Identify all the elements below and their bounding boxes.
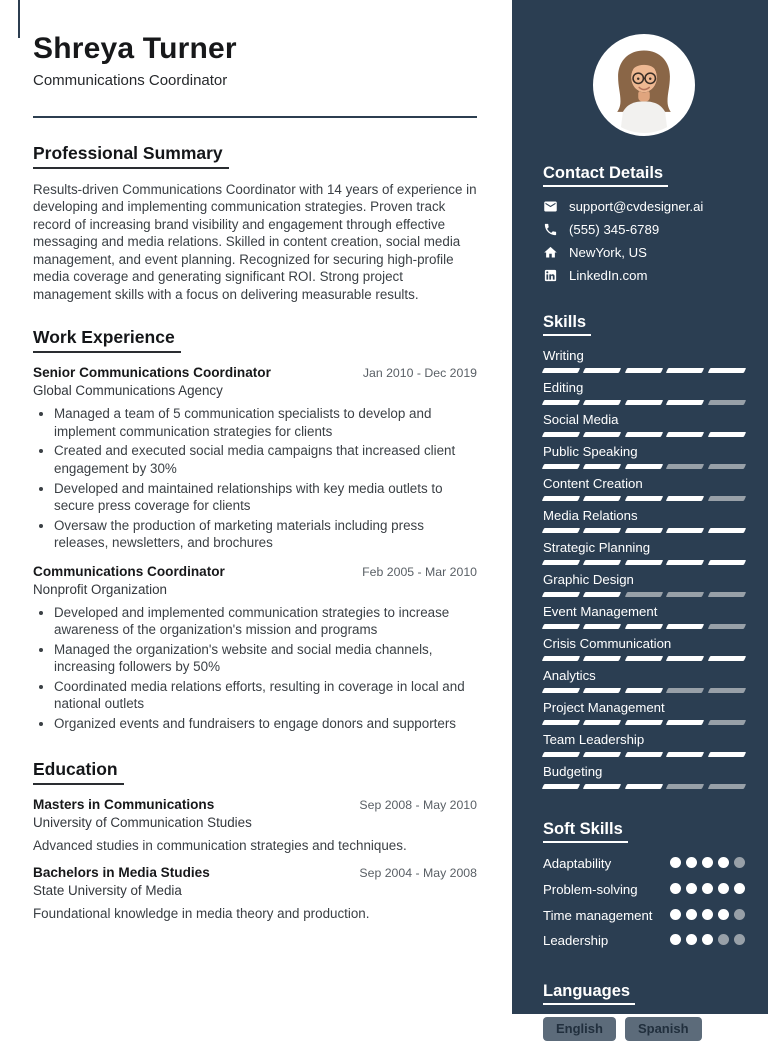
skill-bar-segment xyxy=(666,720,705,725)
soft-skill-level-dots xyxy=(670,881,745,894)
skill-bar-segment xyxy=(542,656,581,661)
skill-bar-segment xyxy=(542,496,581,501)
skill-bar-segment xyxy=(666,496,705,501)
job-bullets xyxy=(33,604,477,733)
bullet-item: • Developed and maintained relationships with key media outlets to secure press coverage for clients xyxy=(54,480,477,515)
skill-bar-segment xyxy=(542,432,581,437)
job-dates: Jan 2010 - Dec 2019 xyxy=(362,366,477,381)
skill-list xyxy=(543,348,745,789)
bullet-item: • Created and executed social media campaigns that increased client engagement by 30% xyxy=(54,442,477,477)
soft-skill-dot xyxy=(670,909,681,920)
skill-bar-segment xyxy=(625,528,664,533)
school-name: University of Communication Studies xyxy=(33,814,252,830)
contact-text: LinkedIn.com xyxy=(569,268,648,283)
skill-bar-segment xyxy=(666,464,705,469)
skill-bar-segment xyxy=(707,528,746,533)
skill-name: Writing xyxy=(543,348,584,363)
skill-bar-segment xyxy=(625,592,664,597)
envelope-icon xyxy=(543,199,558,214)
bullet-item: • Organized events and fundraisers to engage donors and supporters xyxy=(54,715,477,733)
contact-text: support@cvdesigner.ai xyxy=(569,199,704,214)
skill-bar-segment xyxy=(542,400,581,405)
soft-skill-item xyxy=(543,881,745,899)
skill-bar-segment xyxy=(666,368,705,373)
skill-bar-segment xyxy=(583,464,622,469)
soft-skill-dot xyxy=(686,883,697,894)
languages-section xyxy=(543,958,745,1041)
soft-skill-item xyxy=(543,907,745,925)
contact-item xyxy=(543,268,745,283)
summary-section xyxy=(33,118,477,304)
skill-item xyxy=(543,764,745,789)
education-entry xyxy=(33,797,477,853)
skill-item xyxy=(543,572,745,597)
contact-text: NewYork, US xyxy=(569,245,647,260)
skill-name: Project Management xyxy=(543,700,665,715)
skill-bar-segment xyxy=(666,656,705,661)
soft-skill-dot xyxy=(702,934,713,945)
skill-bar-segment xyxy=(583,368,622,373)
skill-level-bar xyxy=(543,784,745,789)
soft-skill-dot xyxy=(718,857,729,868)
soft-skill-dot xyxy=(670,857,681,868)
soft-skill-dot xyxy=(702,909,713,920)
skill-level-bar xyxy=(543,496,745,501)
skill-bar-segment xyxy=(666,528,705,533)
skill-bar-segment xyxy=(625,656,664,661)
skill-item xyxy=(543,604,745,629)
skill-bar-segment xyxy=(707,464,746,469)
contact-heading: Contact Details xyxy=(543,164,668,187)
skill-name: Team Leadership xyxy=(543,732,645,747)
skill-bar-segment xyxy=(666,592,705,597)
skill-bar-segment xyxy=(542,720,581,725)
skill-item xyxy=(543,444,745,469)
skill-item xyxy=(543,540,745,565)
skill-bar-segment xyxy=(707,560,746,565)
skill-level-bar xyxy=(543,752,745,757)
skill-bar-segment xyxy=(666,432,705,437)
job-company: Nonprofit Organization xyxy=(33,581,167,597)
phone-icon xyxy=(543,222,558,237)
skill-item xyxy=(543,476,745,501)
skill-bar-segment xyxy=(625,720,664,725)
skill-name: Media Relations xyxy=(543,508,638,523)
skill-bar-segment xyxy=(707,592,746,597)
skill-name: Event Management xyxy=(543,604,658,619)
skill-bar-segment xyxy=(542,464,581,469)
soft-skill-dot xyxy=(718,909,729,920)
skill-name: Strategic Planning xyxy=(543,540,651,555)
skill-name: Editing xyxy=(543,380,584,395)
skill-bar-segment xyxy=(542,784,581,789)
skill-item xyxy=(543,700,745,725)
soft-skill-dot xyxy=(670,883,681,894)
soft-skill-name: Time management xyxy=(543,907,653,923)
contact-item xyxy=(543,222,745,237)
skill-bar-segment xyxy=(707,688,746,693)
skill-level-bar xyxy=(543,528,745,533)
skill-bar-segment xyxy=(542,560,581,565)
job-dates: Feb 2005 - Mar 2010 xyxy=(362,564,477,579)
skill-bar-segment xyxy=(625,496,664,501)
skill-bar-segment xyxy=(542,688,581,693)
skill-bar-segment xyxy=(583,720,622,725)
bullet-item: • Managed the organization's website and social media channels, increasing followers by 50% xyxy=(54,641,477,676)
skill-level-bar xyxy=(543,592,745,597)
education-entry xyxy=(33,865,477,921)
language-chip: English xyxy=(543,1017,616,1041)
job-bullets xyxy=(33,405,477,551)
skill-bar-segment xyxy=(666,400,705,405)
language-chip: Spanish xyxy=(625,1017,702,1041)
skill-name: Content Creation xyxy=(543,476,643,491)
skills-section xyxy=(543,291,745,789)
contact-item xyxy=(543,245,745,260)
skill-level-bar xyxy=(543,400,745,405)
skill-bar-segment xyxy=(542,592,581,597)
skill-bar-segment xyxy=(666,784,705,789)
contact-list xyxy=(543,199,745,283)
soft-skill-dot xyxy=(686,934,697,945)
skill-name: Budgeting xyxy=(543,764,603,779)
skill-bar-segment xyxy=(542,368,581,373)
education-description: Advanced studies in communication strategies and techniques. xyxy=(33,837,407,853)
skill-bar-segment xyxy=(583,496,622,501)
skill-level-bar xyxy=(543,624,745,629)
skill-bar-segment xyxy=(625,688,664,693)
bullet-item: • Coordinated media relations efforts, resulting in coverage in local and national outlets xyxy=(54,678,477,713)
soft-skill-dot xyxy=(702,883,713,894)
skill-level-bar xyxy=(543,720,745,725)
soft-skill-item xyxy=(543,855,745,873)
skill-bar-segment xyxy=(583,752,622,757)
job-title: Senior Communications Coordinator xyxy=(33,365,271,381)
education-list xyxy=(33,797,477,921)
skill-bar-segment xyxy=(625,400,664,405)
skill-bar-segment xyxy=(625,368,664,373)
degree-name: Bachelors in Media Studies xyxy=(33,864,210,880)
skill-bar-segment xyxy=(707,656,746,661)
candidate-title: Communications Coordinator xyxy=(33,71,228,89)
degree-name: Masters in Communications xyxy=(33,796,215,812)
skill-name: Graphic Design xyxy=(543,572,634,587)
language-chip-list xyxy=(543,1017,745,1041)
contact-item xyxy=(543,199,745,214)
skill-bar-segment xyxy=(625,752,664,757)
skill-item xyxy=(543,412,745,437)
soft-skill-dot xyxy=(734,883,745,894)
skills-heading: Skills xyxy=(543,313,591,336)
skill-level-bar xyxy=(543,464,745,469)
soft-skill-dot xyxy=(718,934,729,945)
home-icon xyxy=(543,245,558,260)
page-edge-mark xyxy=(18,0,20,38)
avatar-illustration xyxy=(596,37,692,133)
skill-item xyxy=(543,380,745,405)
job-entry xyxy=(33,365,477,551)
sidebar xyxy=(512,0,768,1037)
skill-bar-segment xyxy=(583,784,622,789)
skill-bar-segment xyxy=(583,688,622,693)
linkedin-icon xyxy=(543,268,558,283)
bullet-item: • Developed and implemented communication strategies to increase awareness of the organization's mission and programs xyxy=(54,604,477,639)
skill-level-bar xyxy=(543,688,745,693)
skill-bar-segment xyxy=(583,400,622,405)
skill-bar-segment xyxy=(583,624,622,629)
skill-bar-segment xyxy=(707,400,746,405)
soft-skill-level-dots xyxy=(670,907,745,920)
school-name: State University of Media xyxy=(33,882,182,898)
bullet-item: • Oversaw the production of marketing materials including press releases, newsletters, and brochures xyxy=(54,517,477,552)
skill-bar-segment xyxy=(625,784,664,789)
skill-item xyxy=(543,348,745,373)
skill-level-bar xyxy=(543,560,745,565)
soft-skill-dot xyxy=(686,909,697,920)
soft-skill-list xyxy=(543,855,745,950)
profile-photo xyxy=(593,34,695,136)
education-dates: Sep 2004 - May 2008 xyxy=(359,865,477,880)
skill-level-bar xyxy=(543,656,745,661)
soft-skill-name: Leadership xyxy=(543,933,609,949)
job-entry xyxy=(33,564,477,733)
contact-text: (555) 345-6789 xyxy=(569,222,660,237)
skill-name: Analytics xyxy=(543,668,596,683)
skill-bar-segment xyxy=(583,560,622,565)
job-list xyxy=(33,365,477,732)
skill-bar-segment xyxy=(666,688,705,693)
job-title: Communications Coordinator xyxy=(33,563,225,579)
soft-skills-section xyxy=(543,796,745,950)
education-section xyxy=(33,735,477,921)
skill-bar-segment xyxy=(666,624,705,629)
experience-section xyxy=(33,303,477,732)
skill-bar-segment xyxy=(625,464,664,469)
skill-bar-segment xyxy=(583,528,622,533)
soft-skill-dot xyxy=(718,883,729,894)
skill-bar-segment xyxy=(625,432,664,437)
skill-level-bar xyxy=(543,368,745,373)
soft-skill-dot xyxy=(734,909,745,920)
skill-item xyxy=(543,732,745,757)
skill-bar-segment xyxy=(625,560,664,565)
soft-skill-name: Adaptability xyxy=(543,856,612,871)
skill-bar-segment xyxy=(542,752,581,757)
soft-skill-dot xyxy=(734,934,745,945)
experience-heading: Work Experience xyxy=(33,327,181,353)
soft-skill-name: Problem-solving xyxy=(543,881,638,897)
skill-bar-segment xyxy=(707,432,746,437)
soft-skill-dot xyxy=(670,934,681,945)
summary-heading: Professional Summary xyxy=(33,143,229,169)
skill-name: Public Speaking xyxy=(543,444,638,459)
skill-item xyxy=(543,508,745,533)
skill-item xyxy=(543,636,745,661)
soft-skill-dot xyxy=(734,857,745,868)
candidate-name: Shreya Turner xyxy=(33,32,237,65)
skill-bar-segment xyxy=(707,368,746,373)
soft-skills-heading: Soft Skills xyxy=(543,820,628,843)
skill-bar-segment xyxy=(707,624,746,629)
skill-bar-segment xyxy=(707,496,746,501)
skill-bar-segment xyxy=(666,560,705,565)
soft-skill-item xyxy=(543,932,745,950)
skill-name: Crisis Communication xyxy=(543,636,672,651)
bullet-item: • Managed a team of 5 communication specialists to develop and implement communication strategies for clients xyxy=(54,405,477,440)
skill-bar-segment xyxy=(542,624,581,629)
education-description: Foundational knowledge in media theory and production. xyxy=(33,905,370,921)
contact-section xyxy=(543,136,745,283)
skill-bar-segment xyxy=(583,656,622,661)
education-dates: Sep 2008 - May 2010 xyxy=(359,797,477,812)
skill-item xyxy=(543,668,745,693)
skill-bar-segment xyxy=(707,720,746,725)
education-heading: Education xyxy=(33,759,124,785)
soft-skill-level-dots xyxy=(670,855,745,868)
skill-bar-segment xyxy=(542,528,581,533)
skill-bar-segment xyxy=(707,784,746,789)
skill-bar-segment xyxy=(583,432,622,437)
languages-heading: Languages xyxy=(543,982,635,1005)
soft-skill-dot xyxy=(702,857,713,868)
summary-text: Results-driven Communications Coordinator with 14 years of experience in developing and implementing communication strategies. Proven track record of increasing brand visibility and engagement through effective messaging and media relations. Skilled in content creation, social media management, and event planning. Recognized for securing high-profile media coverage and generating significant ROI. Strong project management skills with a focus on delivering measurable results. xyxy=(33,181,477,302)
soft-skill-level-dots xyxy=(670,932,745,945)
skill-bar-segment xyxy=(666,752,705,757)
soft-skill-dot xyxy=(686,857,697,868)
job-company: Global Communications Agency xyxy=(33,383,223,399)
skill-bar-segment xyxy=(625,624,664,629)
skill-bar-segment xyxy=(583,592,622,597)
skill-level-bar xyxy=(543,432,745,437)
skill-bar-segment xyxy=(707,752,746,757)
skill-name: Social Media xyxy=(543,412,619,427)
